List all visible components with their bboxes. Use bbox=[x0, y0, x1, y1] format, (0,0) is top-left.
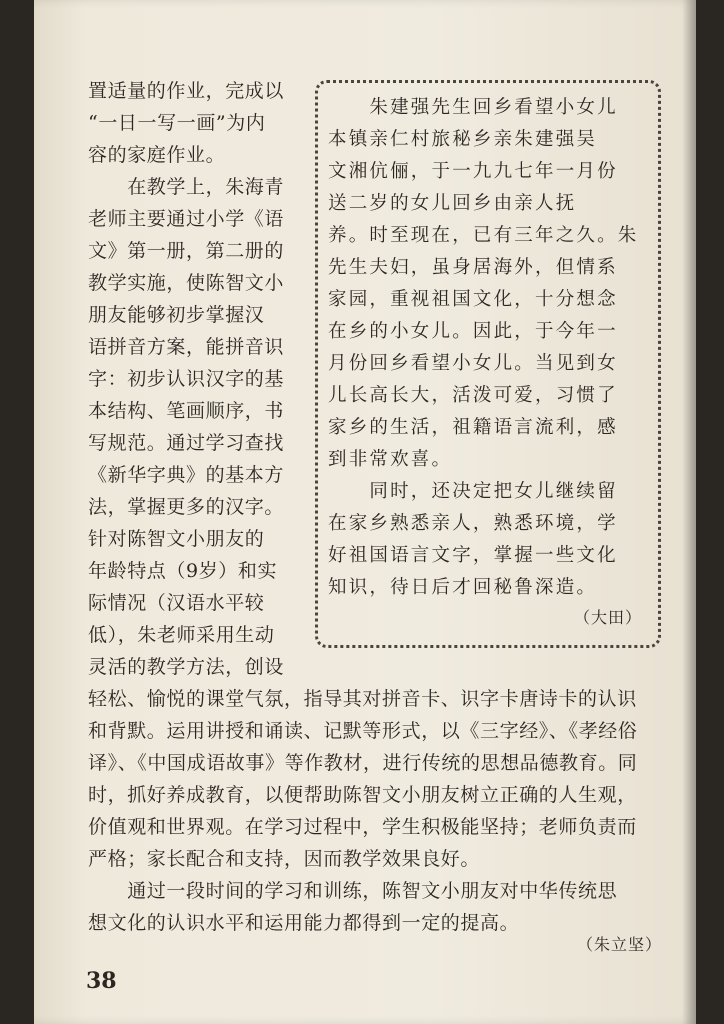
text-line: 年龄特点（9岁）和实 bbox=[88, 560, 278, 582]
text-line: 通过一段时间的学习和训练，陈智文小朋友对中华传统思 bbox=[88, 880, 618, 902]
text-line: 字：初步认识汉字的基 bbox=[88, 368, 285, 390]
text-line: 容的家庭作业。 bbox=[88, 144, 226, 166]
text-line: 《新华字典》的基本方 bbox=[88, 464, 285, 486]
text-line: 语拼音方案，能拼音识 bbox=[88, 336, 285, 358]
text-line: 针对陈智文小朋友的 bbox=[88, 528, 265, 550]
box-author: （大田） bbox=[573, 608, 642, 627]
text-line: 灵活的教学方法，创设 bbox=[88, 656, 285, 678]
box-text-line: 朱建强先生回乡看望小女儿 bbox=[328, 97, 618, 118]
box-text-line: 月份回乡看望小女儿。当见到女 bbox=[328, 353, 618, 374]
text-line: 朋友能够初步掌握汉 bbox=[88, 304, 265, 326]
box-text-line: 知识，待日后才回秘鲁深造。 bbox=[328, 577, 598, 598]
news-box bbox=[315, 80, 661, 648]
text-line: 际情况（汉语水平较 bbox=[88, 592, 265, 614]
box-text-line: 先生夫妇，虽身居海外，但情系 bbox=[328, 257, 618, 278]
page-spine-shadow bbox=[682, 0, 696, 1024]
text-line: 教学实施，使陈智文小 bbox=[88, 272, 285, 294]
text-line: 轻松、愉悦的课堂气氛，指导其对拼音卡、识字卡唐诗卡的认识 bbox=[88, 688, 637, 710]
text-line: 法，掌握更多的汉字。 bbox=[88, 496, 285, 518]
text-line: 本结构、笔画顺序，书 bbox=[88, 400, 285, 422]
text-line: 写规范。通过学习查找 bbox=[88, 432, 285, 454]
box-text-line: 儿长高长大，活泼可爱，习惯了 bbox=[328, 385, 618, 406]
text-line: “一日一写一画”为内 bbox=[88, 112, 266, 134]
text-line: 置适量的作业，完成以 bbox=[88, 80, 285, 102]
box-text-line: 到非常欢喜。 bbox=[328, 449, 453, 470]
box-text-line: 文湘伉俪，于一九九七年一月份 bbox=[328, 161, 618, 182]
page-number: 38 bbox=[86, 968, 117, 994]
text-line: 想文化的认识水平和运用能力都得到一定的提高。 bbox=[88, 912, 520, 934]
text-line: 在教学上，朱海青 bbox=[88, 176, 285, 198]
box-text-line: 养。时至现在，已有三年之久。朱 bbox=[328, 225, 639, 246]
text-line: 文》第一册，第二册的 bbox=[88, 240, 285, 262]
box-text-line: 在家乡熟悉亲人，熟悉环境，学 bbox=[328, 513, 618, 534]
text-line: 低），朱老师采用生动 bbox=[88, 624, 275, 646]
text-line: 和背默。运用讲授和诵读、记默等形式，以《三字经》、《孝经俗 bbox=[88, 720, 638, 742]
text-line: 严格；家长配合和支持，因而教学效果良好。 bbox=[88, 848, 481, 870]
box-text-line: 家乡的生活，祖籍语言流利，感 bbox=[328, 417, 618, 438]
book-page bbox=[34, 0, 696, 1024]
article-author: （朱立坚） bbox=[576, 935, 662, 954]
box-text-line: 本镇亲仁村旅秘乡亲朱建强吴 bbox=[328, 129, 598, 150]
box-text-line: 同时，还决定把女儿继续留 bbox=[328, 481, 618, 502]
box-text-line: 家园，重视祖国文化，十分想念 bbox=[328, 289, 618, 310]
text-line: 价值观和世界观。在学习过程中，学生积极能坚持；老师负责而 bbox=[88, 816, 637, 838]
box-text-line: 在乡的小女儿。因此，于今年一 bbox=[328, 321, 618, 342]
box-text-line: 送二岁的女儿回乡由亲人抚 bbox=[328, 193, 577, 214]
text-line: 时，抓好养成教育，以便帮助陈智文小朋友树立正确的人生观， bbox=[88, 784, 637, 806]
text-line: 老师主要通过小学《语 bbox=[88, 208, 285, 230]
box-text-line: 好祖国语言文字，掌握一些文化 bbox=[328, 545, 618, 566]
text-line: 译》、《中国成语故事》等作教材，进行传统的思想品德教育。同 bbox=[88, 752, 638, 774]
